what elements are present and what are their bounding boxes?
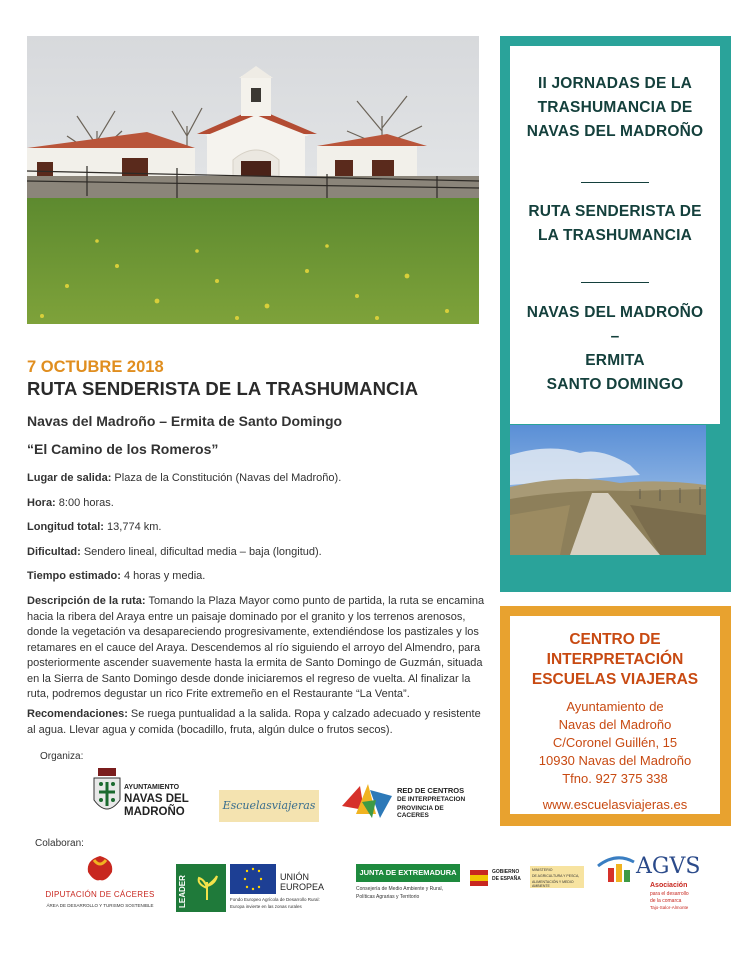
center-title-line: INTERPRETACIÓN: [546, 651, 684, 668]
event-date: 7 OCTUBRE 2018: [27, 358, 164, 376]
agvs-text: Tajo-Salor-Almonte: [650, 905, 689, 910]
separator: [581, 282, 649, 283]
diputacion-logo: [40, 852, 160, 914]
red-text: RED DE CENTROS: [397, 786, 465, 795]
website-link[interactable]: www.escuelasviajeras.es: [542, 797, 688, 812]
red-text: PROVINCIA DE CACERES: [397, 805, 444, 819]
detail-label: Recomendaciones:: [27, 708, 128, 720]
junta-text: Políticas Agrarias y Territorio: [356, 894, 420, 900]
diputacion-text: ÁREA DE DESARROLLO Y TURISMO SOSTENIBLE: [46, 903, 154, 908]
agvs-logo: [596, 850, 706, 920]
event-sidebar: [500, 36, 731, 592]
sidebar-line: LA TRASHUMANCIA: [538, 227, 692, 244]
escuelas-viajeras-logo: [219, 790, 319, 822]
organiza-label: Organiza:: [40, 751, 84, 762]
detail-tiempo: [27, 569, 492, 585]
hermitage-photo: [27, 36, 479, 324]
ayto-text: MADROÑO: [124, 806, 185, 818]
detail-label: Dificultad:: [27, 546, 81, 558]
eu-flag-icon: [230, 864, 276, 894]
ayto-text: NAVAS DEL: [124, 793, 189, 805]
sidebar-line: SANTO DOMINGO: [546, 376, 684, 393]
junta-banner: [356, 864, 460, 882]
detail-value: 13,774 km.: [103, 521, 162, 533]
address-line: Navas del Madroño: [558, 717, 672, 732]
gobierno-text: GOBIERNO: [492, 869, 520, 875]
agvs-text: para el desarrollo: [650, 891, 689, 897]
event-title: RUTA SENDERISTA DE LA TRASHUMANCIA: [27, 378, 419, 399]
detail-value: Sendero lineal, dificultad media – baja (longitud).: [80, 546, 322, 558]
address-line: 10930 Navas del Madroño: [538, 753, 692, 768]
detail-label: Descripción de la ruta:: [27, 595, 146, 607]
event-nickname: “El Camino de los Romeros”: [27, 441, 219, 457]
junta-logo: [356, 864, 464, 904]
agvs-text: de la comarca: [650, 898, 682, 904]
address-line: C/Coronel Guillén, 15: [552, 735, 678, 750]
address-line: Ayuntamiento de: [566, 699, 664, 714]
gobierno-logo: [468, 864, 584, 890]
junta-text: Consejería de Medio Ambiente y Rural,: [356, 886, 443, 892]
agvs-icon: [596, 852, 636, 886]
agvs-text: AGVS: [636, 854, 701, 879]
road-photo: [510, 425, 706, 555]
detail-value: 8:00 horas.: [55, 497, 114, 509]
detail-label: Hora:: [27, 497, 56, 509]
ayuntamiento-logo: [90, 766, 220, 822]
ministerio-text: MINISTERIO: [532, 868, 553, 872]
diputacion-icon: [82, 854, 118, 884]
separator: [581, 182, 649, 183]
eu-logo: [230, 864, 350, 912]
coat-of-arms-icon: [90, 766, 124, 820]
ayto-text: AYUNTAMIENTO: [124, 784, 180, 791]
detail-value: Se ruega puntualidad a la salida. Ropa y calzado adecuado y resistente al agua. Llevar agua y comida (bocadillo, fruta, algún dulce o frutos secos).: [27, 708, 481, 736]
colaboran-label: Colaboran:: [35, 838, 84, 849]
sidebar-line: NAVAS DEL MADROÑO: [526, 123, 704, 140]
eu-text: UNIÓN EUROPEA: [280, 872, 325, 892]
detail-value: Plaza de la Constitución (Navas del Madroño).: [111, 472, 342, 484]
red-centros-icon: [342, 780, 394, 820]
center-info-box: [510, 616, 720, 814]
detail-longitud: [27, 520, 492, 536]
sidebar-line: NAVAS DEL MADROÑO: [526, 304, 704, 321]
sidebar-text-box: [510, 46, 720, 424]
detail-value: 4 horas y media.: [120, 570, 206, 582]
phone-line: Tfno. 927 375 338: [562, 771, 668, 786]
detail-descripcion: [27, 594, 492, 703]
center-title-line: ESCUELAS VIAJERAS: [531, 671, 699, 688]
sidebar-line: II JORNADAS DE LA: [537, 75, 693, 92]
agvs-text: Asociación: [650, 882, 688, 889]
center-info-panel: [500, 606, 731, 826]
ministerio-box: [530, 866, 584, 888]
eu-text: Europa invierte en las zonas rurales: [230, 904, 302, 909]
sidebar-line: TRASHUMANCIA DE: [537, 99, 693, 116]
leader-sprout-icon: [193, 874, 221, 902]
escuelas-text: Escuelasviajeras: [222, 799, 316, 812]
event-subtitle: Navas del Madroño – Ermita de Santo Domingo: [27, 413, 343, 429]
detail-dificultad: [27, 545, 492, 561]
detail-salida: [27, 471, 492, 487]
detail-value: Tomando la Plaza Mayor como punto de partida, la ruta se encamina hacia la ribera del Araya entre un paisaje dominado por el granito y los terrenos arenosos, donde la vegetación va desapareciendo progresivamente, extendiéndose los pastizales y los retamares en el cauce del Araya. Descendemos al río siguiendo el arroyo del Almendro, para posteriormente ascender suavemente hasta la ermita de Santo Domingo de Guzmán, situada en la Sierra de Santo Domingo desde donde iniciaremos el regreso de vuelta. Al finalizar la ruta, podremos degustar un rico Frite extremeño en el Restaurante “La Venta”.: [27, 595, 485, 700]
leader-text: LEADER: [178, 875, 187, 908]
detail-label: Longitud total:: [27, 521, 104, 533]
detail-recomendaciones: [27, 707, 492, 738]
red-text: DE INTERPRETACION: [397, 796, 466, 803]
eu-text: Fondo Europeo Agrícola de Desarrollo Rural:: [230, 897, 320, 902]
ministerio-text: ALIMENTACIÓN Y MEDIO AMBIENTE: [532, 880, 574, 888]
ministerio-text: DE AGRICULTURA Y PESCA,: [532, 874, 580, 878]
detail-label: Tiempo estimado:: [27, 570, 121, 582]
leader-logo: [176, 864, 226, 912]
detail-hora: [27, 496, 492, 512]
detail-label: Lugar de salida:: [27, 472, 112, 484]
red-centros-logo: [342, 780, 467, 820]
center-title-line: CENTRO DE: [569, 631, 661, 648]
spain-coat-icon: [468, 866, 490, 888]
gobierno-text: DE ESPAÑA: [492, 876, 521, 882]
sidebar-line: RUTA SENDERISTA DE: [528, 203, 702, 220]
sidebar-line: ERMITA: [585, 352, 645, 369]
sidebar-line: –: [610, 328, 620, 345]
junta-text: JUNTA DE EXTREMADURA: [359, 868, 457, 877]
diputacion-text: DIPUTACIÓN DE CÁCERES: [45, 890, 155, 899]
